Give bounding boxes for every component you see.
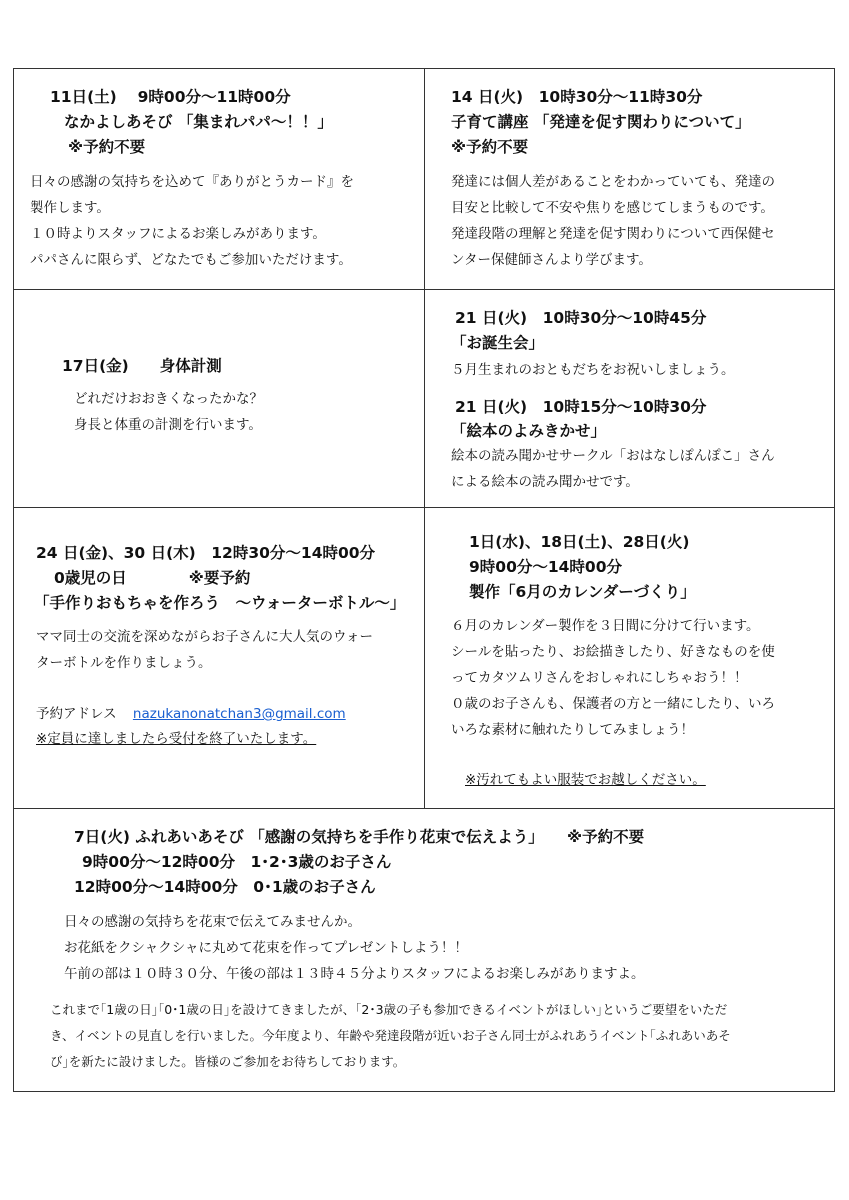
event-description: 日々の感謝の気持ちを花束で伝えてみませんか。 お花紙をクシャクシャに丸めて花束を作ってプレゼントしよう！！ 午前の部は１０時３０分、午後の部は１３時４５分よりスタッフによるお楽しみがありますよ。 xyxy=(64,914,645,982)
event-date-time: 21 日(火) 10時30分～10時45分 xyxy=(455,309,707,327)
reservation-note: ※予約不要 xyxy=(451,138,529,156)
clothing-note: ※汚れてもよい服装でお越しください。 xyxy=(465,772,706,788)
event-time-morning: 9時00分～12時00分 1･2･3歳のお子さん xyxy=(82,853,392,871)
event-title: 「絵本のよみきかせ」 xyxy=(451,422,607,440)
event-description: 発達には個人差があることをわかっていても、発達の 目安と比較して不安や焦りを感じてしまうものです。 発達段階の理解と発達を促す関わりについて西保健セ ンター保健師さんより学びます。 xyxy=(451,174,775,268)
event-title: なかよしあそび 「集まれパパ～！！」 xyxy=(64,113,333,131)
table-row xyxy=(14,69,834,290)
table-row xyxy=(14,508,834,809)
capacity-note: ※定員に達しましたら受付を終了いたします。 xyxy=(36,731,317,747)
event-title: 「お誕生会」 xyxy=(451,334,545,352)
event-description: 絵本の読み聞かせサークル「おはなしぽんぽこ」さん による絵本の読み聞かせです。 xyxy=(451,448,775,490)
event-cell-17 xyxy=(14,290,425,507)
table-row xyxy=(14,290,834,508)
event-date-time: 21 日(火) 10時15分～10時30分 xyxy=(455,398,707,416)
event-title: 7日(火) ふれあいあそび 「感謝の気持ちを手作り花束で伝えよう」 ※予約不要 xyxy=(74,828,645,846)
event-description: 日々の感謝の気持ちを込めて『ありがとうカード』を 製作します。 １０時よりスタッフによるお楽しみがあります。 パパさんに限らず、どなたでもご参加いただけます。 xyxy=(30,174,354,268)
event-date-time: 24 日(金)、30 日(木) 12時30分～14時00分 xyxy=(36,544,376,562)
event-date-time: 14 日(火) 10時30分～11時30分 xyxy=(451,88,703,106)
event-dates: 1日(水)、18日(土)、28日(火) xyxy=(469,533,690,551)
reservation-note: ※予約不要 xyxy=(68,138,146,156)
event-title: 製作「6月のカレンダーづくり」 xyxy=(469,583,696,601)
event-cell-calendar xyxy=(425,508,834,808)
event-description: どれだけおおきくなったかな？ 身長と体重の計測を行います。 xyxy=(74,391,263,433)
address-label: 予約アドレス xyxy=(36,706,117,722)
event-date-time: 11日(土) 9時00分～11時00分 xyxy=(50,88,291,106)
event-time: 9時00分～14時00分 xyxy=(469,558,622,576)
event-description: ６月のカレンダー製作を３日間に分けて行います。 シールを貼ったり、お絵描きしたり、好きなものを使 ってカタツムリさんをおしゃれにしちゃおう！！ ０歳のお子さんも、保護者の方と一緒にしたり、いろ いろな素材に触れたりしてみましょう！ xyxy=(451,618,775,738)
event-date-title: 17日(金) 身体計測 xyxy=(62,357,222,375)
event-description: ママ同士の交流を深めながらお子さんに大人気のウォー ターボトルを作りましょう。 xyxy=(36,629,373,671)
event-cell-14 xyxy=(425,69,834,289)
event-title: 子育て講座 「発達を促す関わりについて」 xyxy=(451,113,751,131)
schedule-table xyxy=(13,68,835,1092)
event-cell-24-30 xyxy=(14,508,425,808)
event-cell-7 xyxy=(14,809,834,1091)
event-cell-11 xyxy=(14,69,425,289)
email-link[interactable]: nazukanonatchan3@gmail.com xyxy=(132,706,346,722)
event-subtitle: 「手作りおもちゃを作ろう ～ウォーターボトル～」 xyxy=(34,594,406,612)
table-row xyxy=(14,809,834,1091)
event-cell-21 xyxy=(425,290,834,507)
reservation-address xyxy=(36,701,346,727)
event-time-afternoon: 12時00分～14時00分 0･1歳のお子さん xyxy=(74,878,376,896)
event-title: 0歳児の日 ※要予約 xyxy=(54,569,251,587)
announcement-text: これまで｢1歳の日｣｢0･1歳の日｣を設けてきましたが、｢2･3歳の子も参加できるイベントがほしい｣というご要望をいただ き、イベントの見直しを行いました。今年度より、年齢や発達段階が近いお子さん同士がふれあうイベント｢ふれあいあそ び｣を新たに設けました。皆様のご参加をお待ちしております。 xyxy=(50,1002,731,1069)
event-description: ５月生まれのおともだちをお祝いしましょう。 xyxy=(451,362,735,378)
